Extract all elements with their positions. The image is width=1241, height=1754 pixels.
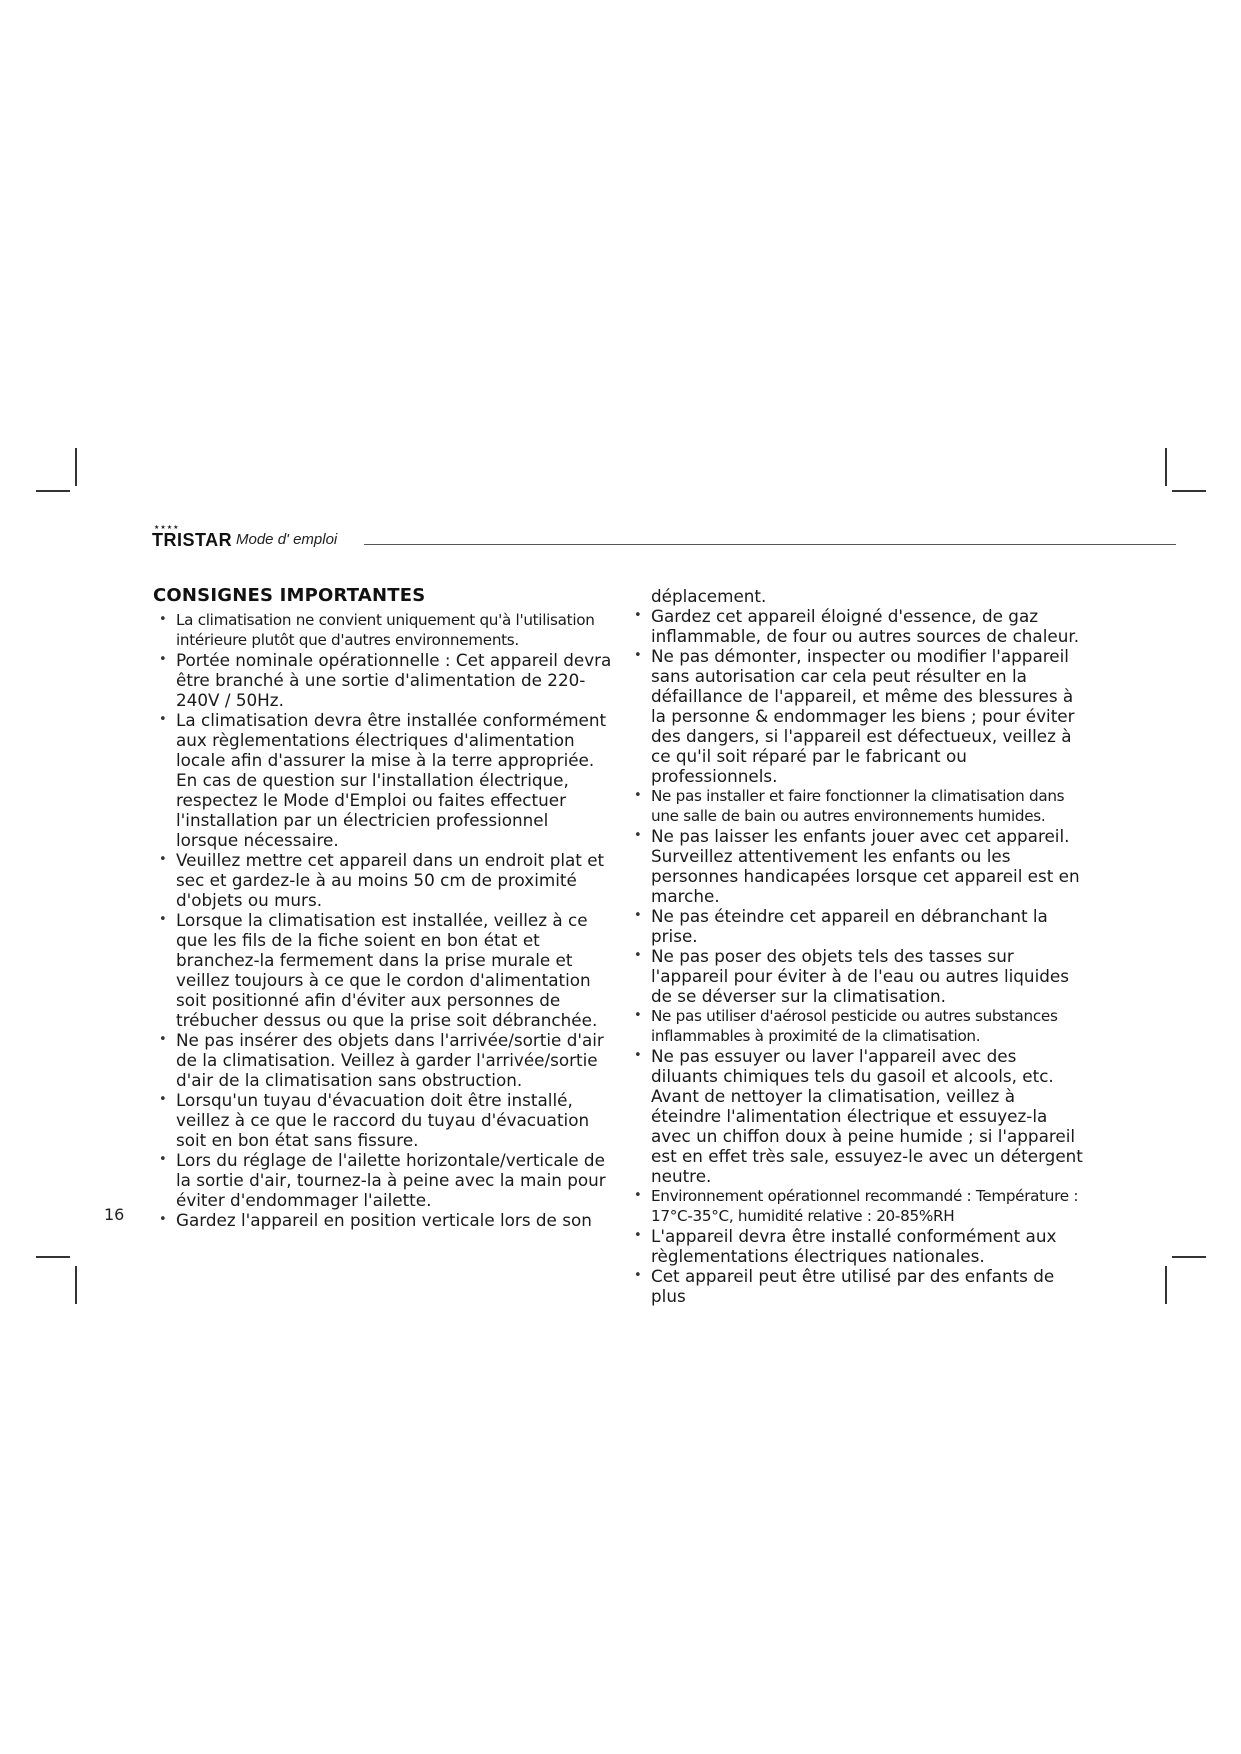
header-rule — [364, 544, 1176, 545]
list-item: • Ne pas poser des objets tels des tasses sur l'appareil pour éviter à de l'eau ou autres liquides de se déverser sur la climatisation. — [628, 946, 1088, 1006]
list-item: • Ne pas utiliser d'aérosol pesticide ou autres substances inflammables à proximité de la climatisation. — [628, 1006, 1088, 1046]
crop-mark-top-left-vertical — [75, 448, 77, 486]
list-item: • L'appareil devra être installé conformément aux règlementations électriques nationales. — [628, 1226, 1088, 1266]
list-item: • Ne pas démonter, inspecter ou modifier l'appareil sans autorisation car cela peut résulter en la défaillance de l'appareil, et même des blessures à la personne & endommager les biens ; pour éviter des dangers, si l'appareil est défectueux, veillez à ce qu'il soit réparé par le fabricant ou professionnels. — [628, 646, 1088, 786]
list-item: • Ne pas installer et faire fonctionner la climatisation dans une salle de bain ou autres environnements humides. — [628, 786, 1088, 826]
section-title: CONSIGNES IMPORTANTES — [153, 585, 426, 606]
list-item: • Ne pas insérer des objets dans l'arrivée/sortie d'air de la climatisation. Veillez à garder l'arrivée/sortie d'air de la climatisation sans obstruction. — [153, 1030, 613, 1090]
right-bullet-list — [628, 606, 1088, 1306]
left-bullet-list — [153, 610, 613, 1230]
crop-mark-bottom-left-vertical — [75, 1266, 77, 1304]
crop-mark-bottom-right-horizontal — [1172, 1256, 1206, 1258]
list-item: • Lorsqu'un tuyau d'évacuation doit être installé, veillez à ce que le raccord du tuyau d'évacuation soit en bon état sans fissure. — [153, 1090, 613, 1150]
logo-text: TRISTAR — [152, 530, 233, 550]
tristar-logo — [152, 524, 233, 550]
list-item: • Lorsque la climatisation est installée, veillez à ce que les fils de la fiche soient en bon état et branchez-la fermement dans la prise murale et veillez toujours à ce que le cordon d'alimentation soit positionné afin d'éviter aux personnes de trébucher dessus ou que la prise soit débranchée. — [153, 910, 613, 1030]
list-item: • Gardez l'appareil en position verticale lors de son — [153, 1210, 613, 1230]
page-number: 16 — [104, 1205, 125, 1224]
list-item: • Gardez cet appareil éloigné d'essence, de gaz inflammable, de four ou autres sources de chaleur. — [628, 606, 1088, 646]
list-item: • Environnement opérationnel recommandé : Température : 17°C-35°C, humidité relative : 20-85%RH — [628, 1186, 1088, 1226]
list-item: • Ne pas essuyer ou laver l'appareil avec des diluants chimiques tels du gasoil et alcools, etc. Avant de nettoyer la climatisation, veillez à éteindre l'alimentation électrique et essuyez-la avec un chiffon doux à peine humide ; si l'appareil est en effet très sale, essuyez-le avec un détergent neutre. — [628, 1046, 1088, 1186]
list-item: • Portée nominale opérationnelle : Cet appareil devra être branché à une sortie d'alimentation de 220-240V / 50Hz. — [153, 650, 613, 710]
crop-mark-top-right-horizontal — [1172, 490, 1206, 492]
crop-mark-bottom-left-horizontal — [36, 1256, 70, 1258]
list-item: • La climatisation devra être installée conformément aux règlementations électriques d'alimentation locale afin d'assurer la mise à la terre appropriée. En cas de question sur l'installation électrique, respectez le Mode d'Emploi ou faites effectuer l'installation par un électricien professionnel lorsque nécessaire. — [153, 710, 613, 850]
page-header — [152, 524, 1176, 550]
list-item: • Ne pas laisser les enfants jouer avec cet appareil. Surveillez attentivement les enfants ou les personnes handicapées lorsque cet appareil est en marche. — [628, 826, 1088, 906]
crop-mark-top-right-vertical — [1165, 448, 1167, 486]
logo-stars: ★★★★ — [154, 524, 180, 531]
list-item: • Lors du réglage de l'ailette horizontale/verticale de la sortie d'air, tournez-la à peine avec la main pour éviter d'endommager l'ailette. — [153, 1150, 613, 1210]
crop-mark-top-left-horizontal — [36, 490, 70, 492]
left-column — [153, 586, 613, 1230]
list-item: • Ne pas éteindre cet appareil en débranchant la prise. — [628, 906, 1088, 946]
list-item: • Veuillez mettre cet appareil dans un endroit plat et sec et gardez-le à au moins 50 cm de proximité d'objets ou murs. — [153, 850, 613, 910]
list-item: • La climatisation ne convient uniquement qu'à l'utilisation intérieure plutôt que d'autres environnements. — [153, 610, 613, 650]
header-subtitle: Mode d' emploi — [236, 531, 338, 548]
crop-mark-bottom-right-vertical — [1165, 1266, 1167, 1304]
list-item: • Cet appareil peut être utilisé par des enfants de plus — [628, 1266, 1088, 1306]
continued-text: déplacement. — [651, 586, 767, 606]
right-column — [628, 586, 1088, 1306]
